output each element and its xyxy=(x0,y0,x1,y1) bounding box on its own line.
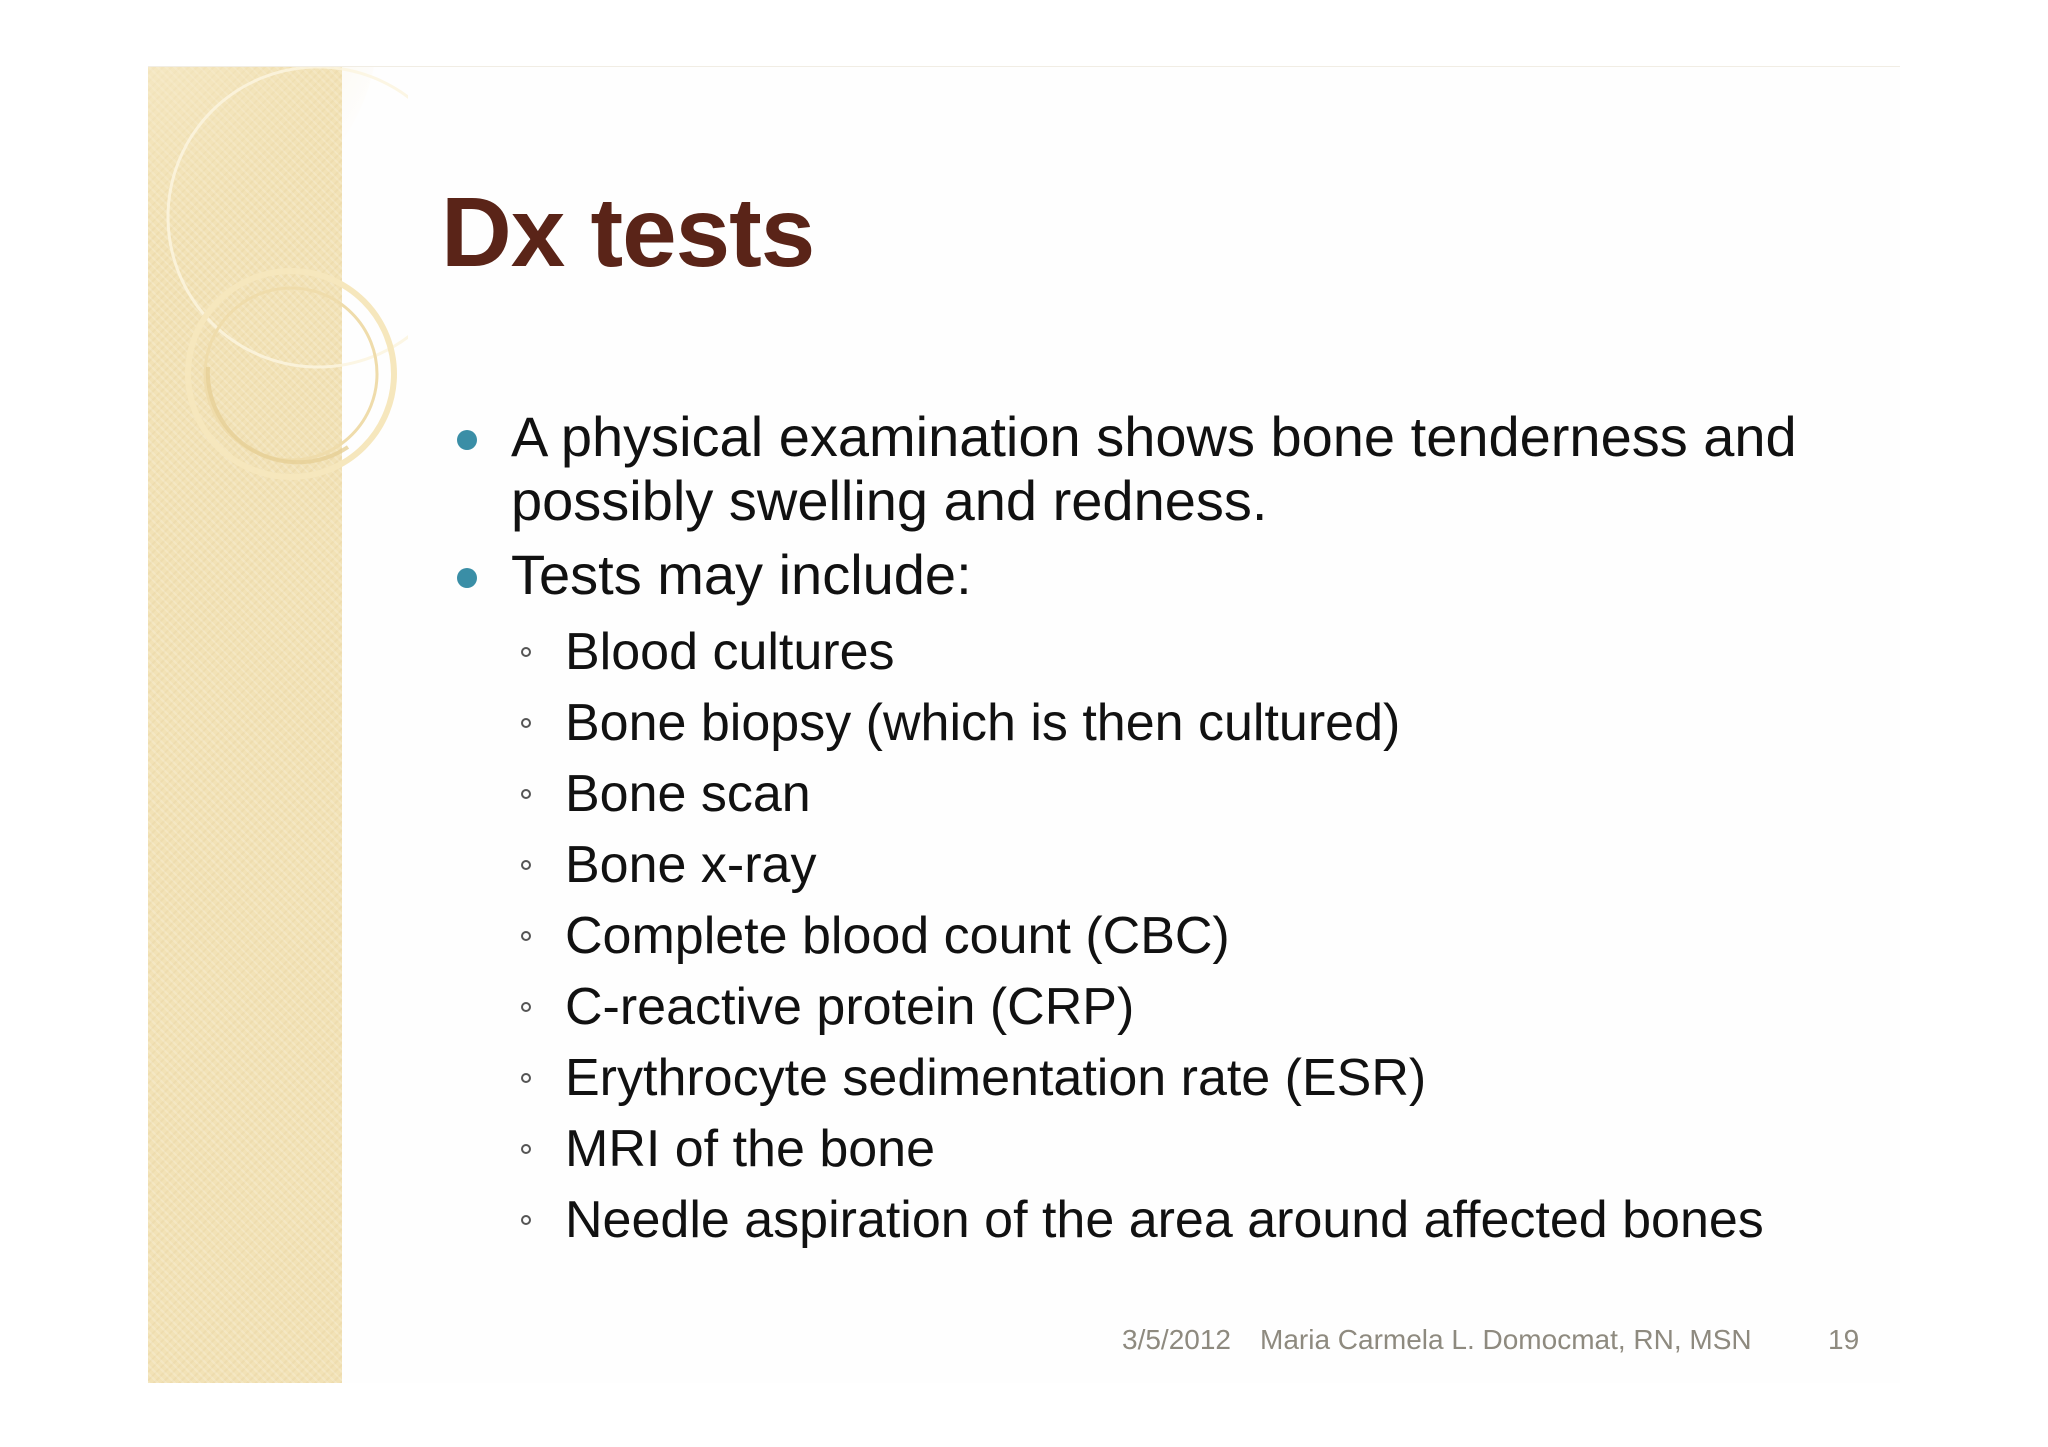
sub-bullet-text: Complete blood count (CBC) xyxy=(565,907,1230,965)
sub-bullet-text: Bone scan xyxy=(565,765,811,823)
sub-bullet-item xyxy=(441,617,1881,688)
sub-bullet-item xyxy=(441,1043,1881,1114)
sub-bullet-item xyxy=(441,830,1881,901)
sub-bullet-text: Needle aspiration of the area around affected bones xyxy=(565,1191,1764,1249)
decorative-rings xyxy=(148,67,408,527)
bullet-item xyxy=(441,405,1881,533)
sub-bullet-item xyxy=(441,901,1881,972)
sub-bullet-text: Bone biopsy (which is then cultured) xyxy=(565,694,1401,752)
footer-author: Maria Carmela L. Domocmat, RN, MSN xyxy=(1260,1324,1752,1355)
footer-date: 3/5/2012 xyxy=(1122,1324,1231,1355)
bullet-item xyxy=(441,543,1881,607)
slide-content xyxy=(441,405,1881,1256)
bullet-dot-icon xyxy=(457,430,477,450)
sub-bullet-ring-icon xyxy=(521,1002,531,1012)
sub-bullet-text: C-reactive protein (CRP) xyxy=(565,978,1135,1036)
sub-bullet-ring-icon xyxy=(521,1215,531,1225)
sub-bullet-item xyxy=(441,759,1881,830)
sub-bullet-item xyxy=(441,1114,1881,1185)
sub-bullet-text: Bone x-ray xyxy=(565,836,817,894)
sub-bullet-ring-icon xyxy=(521,718,531,728)
slide xyxy=(148,66,1900,1383)
bullet-text: A physical examination shows bone tenderness and possibly swelling and redness. xyxy=(511,405,1797,532)
sub-bullet-ring-icon xyxy=(521,647,531,657)
sub-bullet-ring-icon xyxy=(521,860,531,870)
slide-title: Dx tests xyxy=(441,177,815,287)
sub-bullet-ring-icon xyxy=(521,789,531,799)
bullet-text: Tests may include: xyxy=(511,543,972,606)
sub-bullet-item xyxy=(441,1185,1881,1256)
sub-bullet-item xyxy=(441,972,1881,1043)
sub-bullet-item xyxy=(441,688,1881,759)
footer-page-number: 19 xyxy=(1828,1324,1860,1355)
sub-bullet-list xyxy=(441,617,1881,1256)
sub-bullet-text: Erythrocyte sedimentation rate (ESR) xyxy=(565,1049,1427,1107)
sub-bullet-ring-icon xyxy=(521,931,531,941)
sub-bullet-ring-icon xyxy=(521,1073,531,1083)
sub-bullet-text: MRI of the bone xyxy=(565,1120,935,1178)
bullet-dot-icon xyxy=(457,568,477,588)
sub-bullet-ring-icon xyxy=(521,1144,531,1154)
sub-bullet-text: Blood cultures xyxy=(565,623,895,681)
